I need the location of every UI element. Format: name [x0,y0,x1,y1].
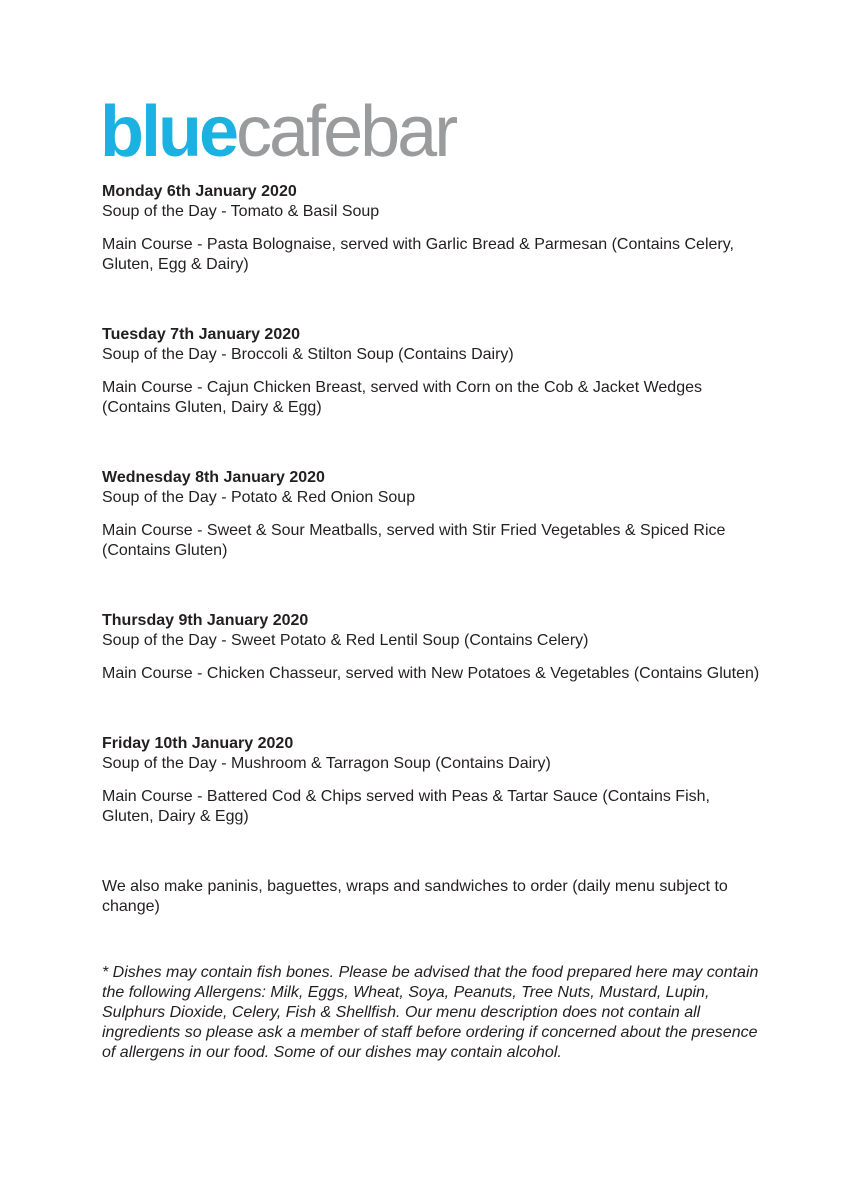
day-title: Tuesday 7th January 2020 [102,326,301,343]
day-friday [102,734,762,827]
day-thursday [102,611,762,684]
day-tuesday [102,325,762,418]
soup-of-the-day: Soup of the Day - Tomato & Basil Soup [102,203,380,220]
day-wednesday [102,468,762,561]
soup-of-the-day: Soup of the Day - Mushroom & Tarragon Soup (Contains Dairy) [102,755,551,772]
day-title: Monday 6th January 2020 [102,183,297,200]
main-course: Main Course - Chicken Chasseur, served with New Potatoes & Vegetables (Contains Gluten) [102,665,760,682]
day-monday [102,182,762,275]
day-title: Thursday 9th January 2020 [102,612,309,629]
menu-content [102,182,762,1063]
soup-of-the-day: Soup of the Day - Sweet Potato & Red Lentil Soup (Contains Celery) [102,632,589,649]
main-course: Main Course - Sweet & Sour Meatballs, served with Stir Fried Vegetables & Spiced Rice (Contains Gluten) [102,522,726,559]
main-course: Main Course - Battered Cod & Chips served with Peas & Tartar Sauce (Contains Fish, Gluten, Dairy & Egg) [102,788,710,825]
main-course: Main Course - Cajun Chicken Breast, served with Corn on the Cob & Jacket Wedges (Contains Gluten, Dairy & Egg) [102,379,702,416]
logo-text-cafebar: cafebar [236,92,456,172]
soup-of-the-day: Soup of the Day - Potato & Red Onion Soup [102,489,416,506]
day-title: Wednesday 8th January 2020 [102,469,325,486]
order-note: We also make paninis, baguettes, wraps and sandwiches to order (daily menu subject to change) [102,878,728,915]
brand-logo [100,92,456,172]
logo-text-blue: blue [100,92,237,172]
main-course: Main Course - Pasta Bolognaise, served with Garlic Bread & Parmesan (Contains Celery, Gluten, Egg & Dairy) [102,236,734,273]
soup-of-the-day: Soup of the Day - Broccoli & Stilton Soup (Contains Dairy) [102,346,514,363]
allergen-disclaimer: * Dishes may contain fish bones. Please be advised that the food prepared here may contain the following Allergens: Milk, Eggs, Wheat, Soya, Peanuts, Tree Nuts, Mustard, Lupin, Sulphurs Dioxide, Celery, Fish & Shellfish. Our menu description does not contain all ingredients so please ask a member of staff before ordering if concerned about the presence of allergens in our food. Some of our dishes may contain alcohol. [102,964,759,1061]
day-title: Friday 10th January 2020 [102,735,294,752]
